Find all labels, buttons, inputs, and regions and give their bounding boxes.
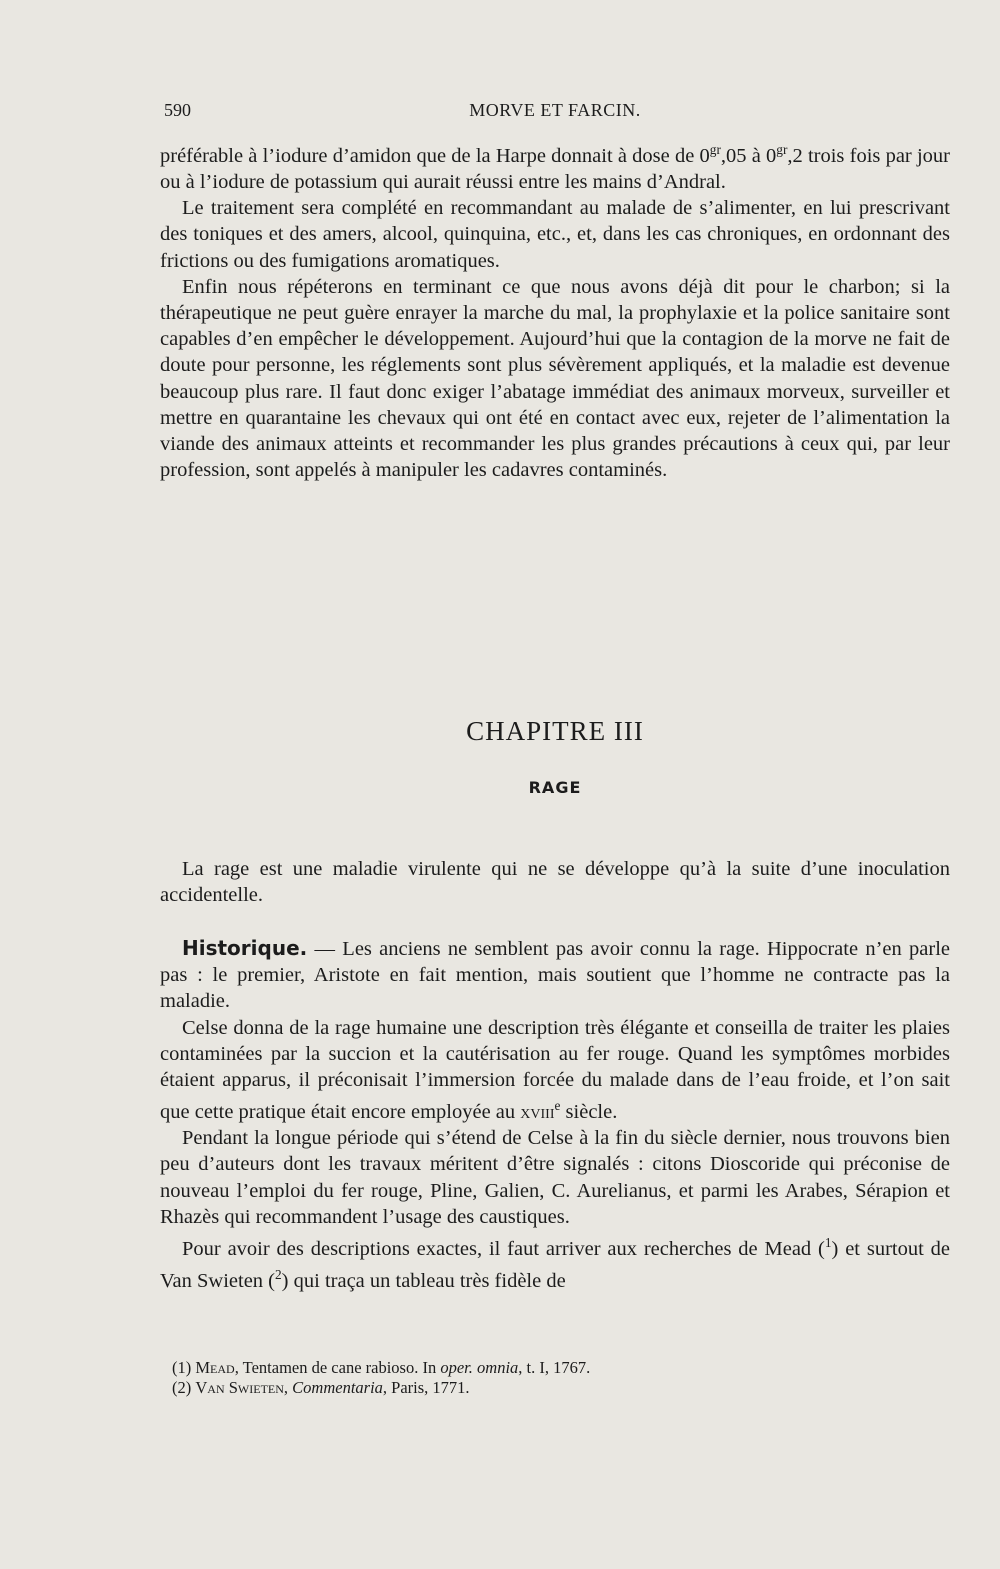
- footnote-ref: 1: [824, 1235, 832, 1251]
- gram-unit: gr: [709, 142, 721, 157]
- gram-unit: gr: [776, 142, 788, 157]
- paragraph: Le traitement sera complété en recommandant au malade de s’alimenter, en lui prescrivant des toniques et des amers, alcool, quinquina, etc., et, dans les cas chroniques, en ordonnant des frictions ou des fumigations aromatiques.: [160, 197, 950, 272]
- paragraph: Historique. — Les anciens ne semblent pas avoir connu la rage. Hippocrate n’en parle pas : le premier, Aristote en fait mention, mais soutient que l’homme ne contracte pas la maladie.: [160, 936, 950, 1013]
- chapter-title: CHAPITRE III: [466, 716, 644, 746]
- page-header: [160, 100, 950, 126]
- text-block-intro: [160, 856, 950, 908]
- footnote: (1) Mead, Tentamen de cane rabioso. In oper. omnia, t. I, 1767.: [172, 1358, 591, 1377]
- paragraph: La rage est une maladie virulente qui ne se développe qu’à la suite d’une inoculation accidentelle.: [160, 858, 950, 907]
- paragraph: Celse donna de la rage humaine une description très élégante et conseilla de traiter les plaies contaminées par la succion et la cautérisation au fer rouge. Quand les symptômes morbides étaient apparus, il préconisait l’immersion forcée du malade dans de l’eau froide, et l’on sait que cette pratique était encore employée au xviii$^e$ siècle.: [160, 1016, 950, 1124]
- paragraph: Enfin nous répéterons en terminant ce que nous avons déjà dit pour le charbon; si la thérapeutique ne peut guère enrayer la marche du mal, la prophylaxie et la police sanitaire sont capables d’en empêcher le développement. Aujourd’hui que la contagion de la morve ne fait de doute pour personne, les réglements sont plus sévèrement appliqués, et la maladie est devenue beaucoup plus rare. Il faut donc exiger l’abatage immédiat des animaux morveux, surveiller et mettre en quarantaine les chevaux qui ont été en contact avec eux, rejeter de l’alimentation la viande des animaux atteints et recommander les plus grandes précautions à ceux qui, par leur profession, sont appelés à manipuler les cadavres contaminés.: [160, 275, 950, 482]
- text-block-morve: [160, 137, 950, 483]
- footnotes: [172, 1358, 932, 1398]
- paragraph: Pendant la longue période qui s’étend de Celse à la fin du siècle dernier, nous trouvons bien peu d’auteurs dont les travaux méritent d’être signalés : citons Dioscoride qui préconise de nouveau l’emploi du fer rouge, Pline, Galien, C. Aurelianus, et parmi les Arabes, Sérapion et Rhazès qui recommandent l’usage des caustiques.: [160, 1127, 950, 1228]
- paragraph: Pour avoir des descriptions exactes, il faut arriver aux recherches de Mead ($^1$) et surtout de Van Swieten ($^2$) qui traça un tableau très fidèle de: [160, 1235, 950, 1292]
- text-block-historique: [160, 935, 950, 1294]
- footnote: (2) Van Swieten, Commentaria, Paris, 1771.: [172, 1378, 470, 1397]
- running-title: MORVE ET FARCIN.: [469, 100, 641, 120]
- run-in-heading: Historique.: [182, 936, 308, 960]
- paragraph: préférable à l’iodure d’amidon que de la Harpe donnait à dose de $0^{gr},05$ à $0^{gr},2$ trois fois par jour ou à l’iodure de potassium qui aurait réussi entre les mains d’Andral.: [160, 142, 950, 194]
- section-title: RAGE: [528, 778, 582, 797]
- footnote-ref: 2: [275, 1267, 282, 1283]
- century-numeral: xviii: [520, 1101, 555, 1124]
- page-number: 590: [164, 100, 191, 120]
